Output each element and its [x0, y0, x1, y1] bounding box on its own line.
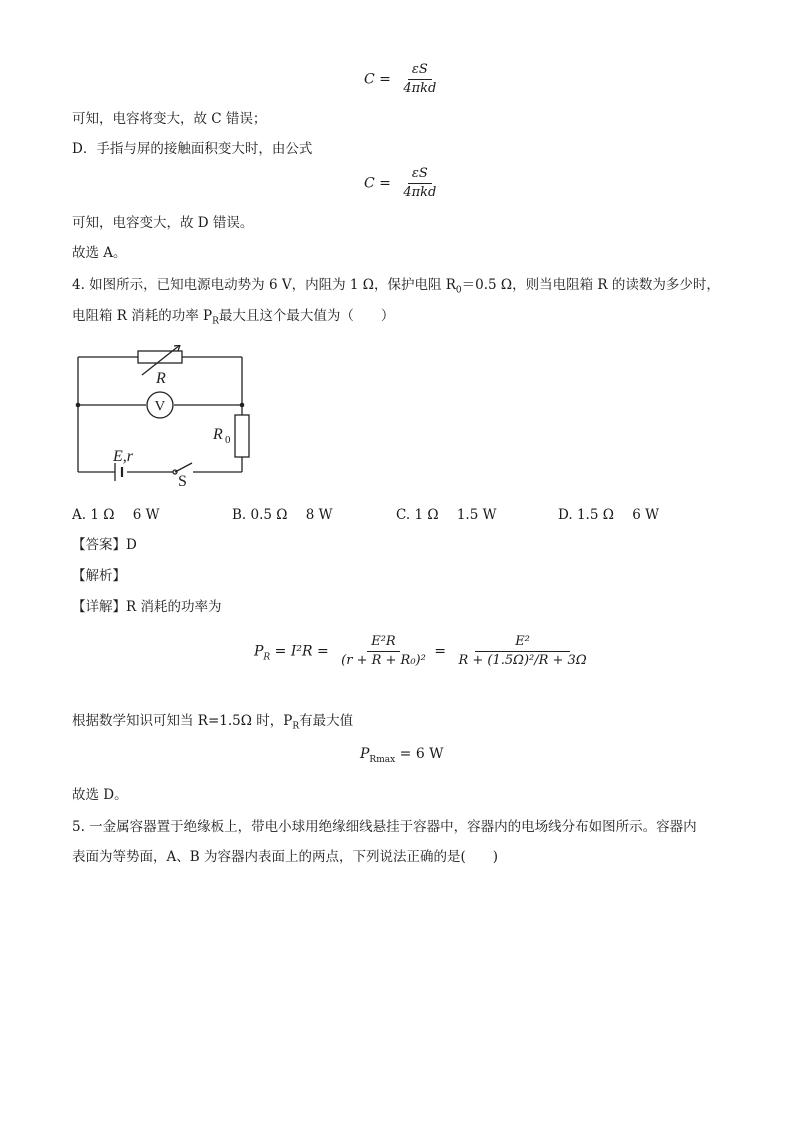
- eq-frac2-den: R + (1.5Ω)²/R + 3Ω: [458, 653, 587, 668]
- q4-text-b: ＝0.5 Ω，则当电阻箱 R 的读数为多少时，: [461, 277, 720, 293]
- detail-tag: 【详解】: [72, 599, 126, 615]
- eq-lhs: P: [254, 643, 264, 660]
- eq-frac1-num: E²R: [367, 634, 400, 652]
- r0-label: R: [213, 426, 223, 443]
- option-resistance: 1.5 Ω: [576, 507, 614, 523]
- circuit-diagram: [70, 345, 260, 495]
- option-power: 8 W: [305, 507, 333, 523]
- max-lhs: P: [360, 746, 370, 762]
- r0-sub: 0: [225, 434, 231, 446]
- formula-lhs: C =: [364, 71, 391, 88]
- switch-label: S: [178, 473, 187, 490]
- formula-lhs: C =: [364, 175, 391, 192]
- c-conclusion: 可知，电容将变大，故 C 错误；: [72, 111, 267, 127]
- math-b: 有最大值: [299, 713, 354, 729]
- option-resistance: 1 Ω: [414, 507, 439, 523]
- eq-frac2-num: E²: [475, 634, 570, 652]
- q4-sub-0: 0: [455, 285, 462, 296]
- max-rhs: = 6 W: [399, 746, 444, 762]
- d-conclusion: 可知，电容变大，故 D 错误。: [72, 215, 254, 231]
- option-power: 6 W: [132, 507, 160, 523]
- q4-line2-sub: R: [212, 316, 219, 327]
- fixed-resistor-icon: [235, 415, 249, 457]
- choose-d: 故选 D。: [72, 787, 128, 803]
- r-label: R: [156, 370, 166, 387]
- max-power-equation: [360, 746, 444, 765]
- option-letter: D.: [558, 507, 573, 523]
- formula-numerator: εS: [408, 62, 432, 80]
- eq-mid: = I²R =: [274, 643, 329, 660]
- option-b: [232, 506, 333, 524]
- max-lhs-sub: Rmax: [369, 754, 396, 765]
- question-4-line-1: [72, 276, 720, 300]
- option-letter: B.: [232, 507, 247, 523]
- math-a: 根据数学知识可知当 R=1.5Ω 时，P: [72, 713, 293, 729]
- detail-line: [72, 598, 221, 616]
- switch-icon: [175, 463, 192, 472]
- formula-denominator: 4πkd: [403, 81, 437, 96]
- eq-fraction-1: [337, 634, 430, 669]
- option-c: [396, 506, 496, 524]
- q4-text-a: 4. 如图所示，已知电源电动势为 6 V，内阻为 1 Ω，保护电阻 R: [72, 277, 456, 293]
- eq-frac1-den: (r + R + R₀)²: [341, 653, 426, 668]
- question-5-line-2: 表面为等势面，A、B 为容器内表面上的两点，下列说法正确的是( ): [72, 849, 498, 865]
- option-power: 1.5 W: [456, 507, 497, 523]
- choose-a: 故选 A。: [72, 245, 127, 261]
- capacitance-formula-second: [364, 166, 440, 201]
- math-knowledge-line: [72, 712, 353, 736]
- formula-fraction: [399, 166, 440, 201]
- formula-numerator: εS: [408, 166, 432, 184]
- answer-tag: 【答案】D: [72, 537, 137, 553]
- eq-fraction-2: [454, 634, 590, 669]
- v-label: V: [154, 398, 166, 415]
- option-resistance: 1 Ω: [90, 507, 115, 523]
- analysis-tag: 【解析】: [72, 568, 126, 584]
- option-letter: C.: [396, 507, 411, 523]
- eq-lhs-sub: R: [263, 652, 271, 663]
- option-power: 6 W: [632, 507, 659, 523]
- q4-line2-a: 电阻箱 R 消耗的功率 P: [72, 308, 213, 324]
- question-4-line-2: [72, 307, 394, 331]
- formula-fraction: [399, 62, 440, 97]
- option-d: [558, 506, 659, 524]
- question-5-line-1: 5. 一金属容器置于绝缘板上，带电小球用绝缘细线悬挂于容器中，容器内的电场线分布如图所示。容器内: [72, 819, 697, 835]
- capacitance-formula-top: [364, 62, 440, 97]
- option-letter: A.: [72, 507, 87, 523]
- q4-line2-b: 最大且这个最大值为（ ）: [218, 308, 395, 324]
- math-sub: R: [292, 721, 300, 732]
- detail-text: R 消耗的功率为: [126, 599, 222, 615]
- power-equation: $P_R = I^2R$ = $\frac{\text{E²R}}{\text{(r + R + R₀)²}}$ = $\frac{\text{E²}}{\text{R + (1.5Ω)²/R + 3Ω}}$: [254, 634, 591, 669]
- source-label: E,r: [113, 448, 133, 465]
- d-option-text: D．手指与屏的接触面积变大时，由公式: [72, 141, 313, 157]
- option-resistance: 0.5 Ω: [250, 507, 288, 523]
- option-a: [72, 506, 159, 524]
- formula-denominator: 4πkd: [403, 185, 437, 200]
